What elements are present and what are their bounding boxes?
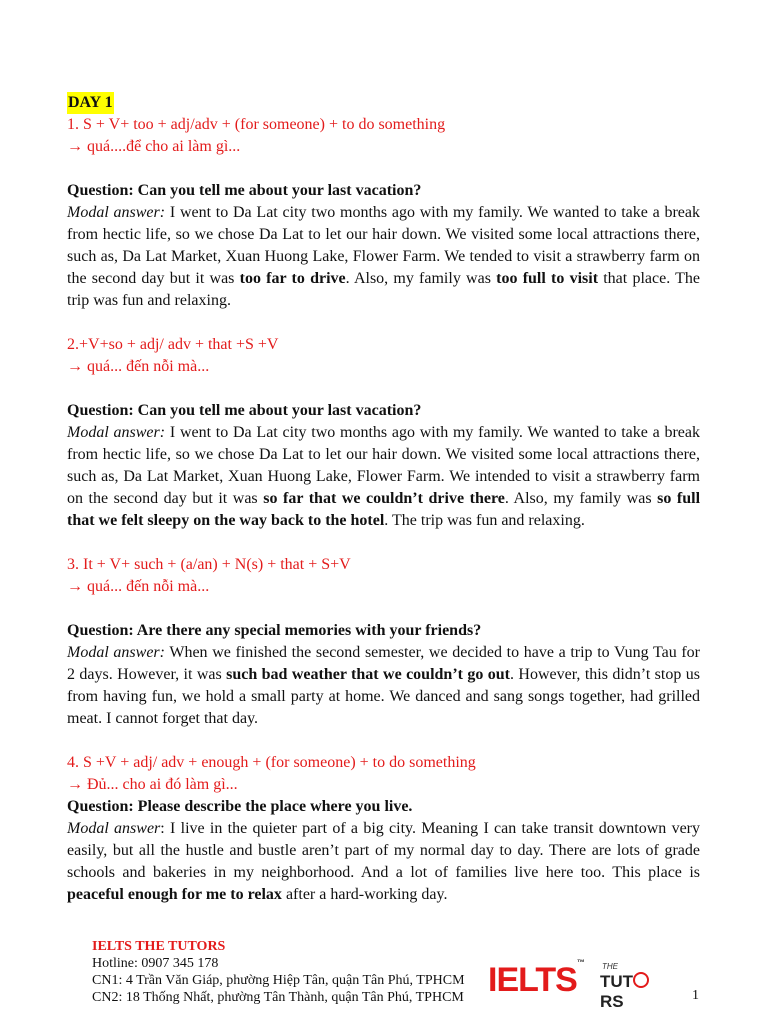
answer-text: that place. The trip was fun and relaxing. xyxy=(67,270,700,309)
ielts-logo-text: IELTS xyxy=(488,961,577,999)
question: Question: Can you tell me about your last vacation? xyxy=(67,182,422,199)
answer-highlight: too far to drive xyxy=(239,270,346,287)
question: Question: Can you tell me about your last vacation? xyxy=(67,402,422,419)
answer-label: Modal answer: xyxy=(67,644,165,661)
tutors-logo-name xyxy=(600,972,668,1012)
answer-text: . Also, my family was xyxy=(504,490,658,507)
answer-text: . However, this didn’t stop us from having fun, we hold a small party at home. We danced and sang songs together, had grilled meat. I cannot forget that day. xyxy=(67,666,700,727)
formula: 3. It + V+ such + (a/an) + N(s) + that + S+V xyxy=(67,556,351,573)
section-2 xyxy=(67,334,700,532)
answer-highlight: so far that we couldn’t drive there xyxy=(263,490,505,507)
ielts-logo: IELTS™ xyxy=(488,957,584,999)
footer-brand: IELTS THE TUTORS xyxy=(92,939,226,954)
footer-hotline: Hotline: 0907 345 178 xyxy=(92,956,219,971)
page-number: 1 xyxy=(692,988,699,1003)
tutors-logo-the: THE xyxy=(602,962,618,971)
section-3 xyxy=(67,554,700,730)
modal-answer xyxy=(67,818,700,906)
footer-branch-2: CN2: 18 Thống Nhất, phường Tân Thành, quận Tân Phú, TPHCM xyxy=(92,990,464,1005)
modal-answer xyxy=(67,202,700,312)
formula: 4. S +V + adj/ adv + enough + (for someone) + to do something xyxy=(67,754,476,771)
section-1 xyxy=(67,114,700,312)
modal-answer xyxy=(67,642,700,730)
formula-meaning: → quá... đến nỗi mà... xyxy=(67,358,210,375)
answer-text: I went to Da Lat city two months ago with my family. We wanted to take a break from hectic life, so we chose Da Lat to let our hair down. We visited some local attractions there, such as, Da Lat Market, Xuan Huong Lake, Flower Farm. We tended to visit a strawberry farm on the second day but it was xyxy=(67,204,700,287)
answer-text: after a hard-working day. xyxy=(281,886,448,903)
modal-answer xyxy=(67,422,700,532)
formula: 2.+V+so + adj/ adv + that +S +V xyxy=(67,336,279,353)
answer-text: I went to Da Lat city two months ago with my family. We wanted to take a break from hectic life, so we chose Da Lat to let our hair down. We visited some local attractions there, such as, Da Lat Market, Xuan Huong Lake, Flower Farm. We intended to visit a strawberry farm on the second day but it was xyxy=(67,424,700,507)
the-tutors-logo xyxy=(598,960,668,1011)
sections-container xyxy=(67,114,700,906)
answer-highlight: too full to visit xyxy=(496,270,599,287)
answer-text: : I live in the quieter part of a big city. Meaning I can take transit downtown very easily, but all the hustle and bustle aren’t part of my normal day to day. There are lots of grade schools and bakeries in my neighborhood. And a lot of families live here too. This place is xyxy=(67,820,701,881)
answer-text: . The trip was fun and relaxing. xyxy=(384,512,585,529)
answer-text: When we finished the second semester, we decided to have a trip to Vung Tau for 2 days. However, it was xyxy=(67,644,701,683)
tutors-logo-name-a: TUT xyxy=(600,972,634,991)
formula-meaning: → quá... đến nỗi mà... xyxy=(67,578,210,595)
formula-meaning: → Đủ... cho ai đó làm gì... xyxy=(67,776,238,793)
formula: 1. S + V+ too + adj/adv + (for someone) + to do something xyxy=(67,116,446,133)
section-4 xyxy=(67,752,700,906)
answer-label: Modal answer: xyxy=(67,204,166,221)
tutors-logo-name-b: RS xyxy=(600,992,624,1011)
answer-highlight: such bad weather that we couldn’t go out xyxy=(226,666,511,683)
question: Question: Are there any special memories with your friends? xyxy=(67,622,482,639)
document-body xyxy=(67,92,700,906)
answer-text: . Also, my family was xyxy=(345,270,497,287)
day-heading: DAY 1 xyxy=(67,92,114,114)
answer-highlight: peaceful enough for me to relax xyxy=(67,886,282,903)
footer xyxy=(92,938,492,1006)
tutors-logo-ring-icon xyxy=(633,972,649,988)
footer-branch-1: CN1: 4 Trần Văn Giáp, phường Hiệp Tân, quận Tân Phú, TPHCM xyxy=(92,973,465,988)
answer-highlight: so full that we felt sleepy on the way back to the hotel xyxy=(67,490,701,529)
answer-label: Modal answer: xyxy=(67,424,166,441)
formula-meaning: → quá....để cho ai làm gì... xyxy=(67,138,241,155)
answer-label: Modal answer xyxy=(67,820,161,837)
question: Question: Please describe the place where you live. xyxy=(67,798,413,815)
